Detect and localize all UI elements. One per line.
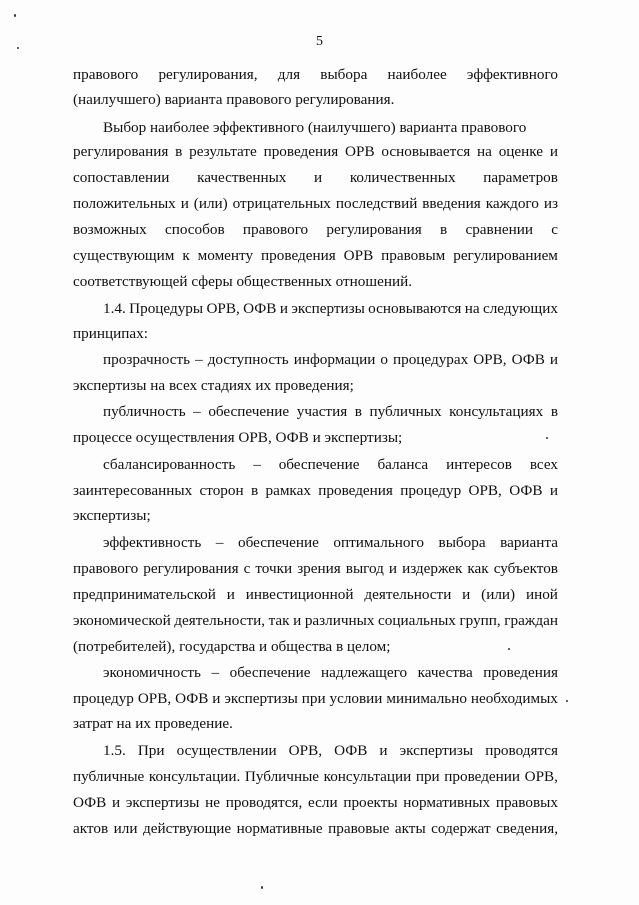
word: для [277, 66, 301, 83]
word: – [211, 664, 220, 681]
text-line [73, 65, 558, 84]
word: (или) [193, 195, 228, 212]
text-line [73, 689, 558, 708]
word: экспертизы [125, 794, 200, 811]
word: положительных [73, 195, 176, 212]
word: или [113, 820, 138, 837]
word: и [180, 195, 189, 212]
page-number: 5 [316, 34, 323, 49]
word: оценке [498, 143, 544, 160]
word: эффективность [103, 534, 202, 551]
word: и [279, 300, 288, 317]
text-line [73, 142, 558, 161]
scan-speck [508, 648, 510, 650]
text-line [73, 559, 558, 578]
word: из [543, 195, 558, 212]
word: проекты [343, 794, 398, 811]
word: наиболее [387, 66, 447, 83]
text-line: экспертизы; [73, 507, 151, 524]
word: в [250, 482, 259, 499]
word: в [440, 221, 448, 238]
word: деятельности, [174, 612, 266, 629]
word: моменту [197, 247, 254, 264]
word: ОРВ, [473, 351, 507, 368]
word: с [243, 560, 251, 577]
word: – [195, 351, 203, 368]
word: баланса [377, 456, 429, 473]
word: выгод [345, 560, 384, 577]
word: ОФВ [334, 742, 368, 759]
word: о [380, 351, 388, 368]
word: основываются [368, 300, 462, 317]
word: зрения [297, 560, 341, 577]
word: субъектов [493, 560, 558, 577]
word: экономической [73, 612, 171, 629]
text-line [103, 533, 558, 552]
word: и [226, 586, 235, 603]
word: правовых [495, 794, 558, 811]
word: процедурах [392, 351, 469, 368]
text-line [73, 220, 558, 239]
word: минимально [386, 690, 467, 707]
word: к [182, 247, 190, 264]
word: ОРВ, [524, 768, 558, 785]
word: ОРВ, [288, 742, 322, 759]
word: ОФВ [509, 482, 543, 499]
word: процедур [73, 690, 134, 707]
word: участия [296, 403, 348, 420]
word: интересов [446, 456, 512, 473]
word: регулирования [143, 560, 239, 577]
text-line [73, 194, 558, 213]
word: качества [417, 664, 473, 681]
word: регулирования, [158, 66, 258, 83]
word: существующим [73, 247, 175, 264]
text-line: принципах: [73, 325, 148, 342]
word: правового [73, 66, 139, 83]
word: каждого [485, 195, 539, 212]
word: условии [329, 690, 383, 707]
text-line [73, 246, 558, 265]
word: иной [525, 586, 558, 603]
word: – [215, 534, 224, 551]
word: основывается [381, 143, 471, 160]
word: проведения [261, 247, 336, 264]
text-line [103, 299, 558, 318]
word: ОРВ, [468, 482, 502, 499]
text-line [73, 611, 558, 630]
word: ОРВ, [206, 300, 240, 317]
text-line: Выбор наиболее эффективного (наилучшего) варианта правового [103, 119, 527, 136]
word: 1.4. [103, 300, 126, 317]
word: результате [189, 143, 257, 160]
word: в [175, 143, 183, 160]
text-line: (потребителей), государства и общества в целом; [73, 638, 391, 655]
word: правового [242, 221, 309, 238]
word: Публичные [244, 768, 320, 785]
text-line [73, 793, 558, 812]
word: обеспечение [238, 534, 319, 551]
word: и [549, 143, 558, 160]
word: обеспечение [278, 456, 360, 473]
text-line: затрат на их проведение. [73, 715, 233, 732]
word: на [464, 300, 480, 317]
text-line [103, 350, 558, 369]
word: экспертизы [224, 690, 298, 707]
word: проводятся, [225, 794, 303, 811]
word: ОФВ [511, 351, 545, 368]
word: обеспечение [229, 664, 311, 681]
text-line: соответствующей сферы общественных отношений. [73, 273, 412, 290]
scan-speck [261, 886, 263, 889]
word: не [205, 794, 220, 811]
text-line: (наилучшего) варианта правового регулирования. [73, 91, 395, 108]
word: отрицательных [232, 195, 331, 212]
word: граждан [504, 612, 558, 629]
word: 1.5. [103, 742, 126, 759]
word: (или) [481, 586, 516, 603]
word: ОРВ, [137, 690, 172, 707]
word: доступность [207, 351, 289, 368]
word: сопоставлении [73, 169, 170, 186]
word: актов [73, 820, 109, 837]
word: действующие [143, 820, 232, 837]
word: регулирования [73, 143, 169, 160]
word: при [301, 690, 326, 707]
word: надлежащего [321, 664, 408, 681]
word: проведения [483, 664, 558, 681]
word: различных [304, 612, 375, 629]
word: и [388, 560, 398, 577]
word: сбалансированность [103, 456, 236, 473]
text-line [103, 663, 558, 682]
word: варианта [500, 534, 558, 551]
text-line [103, 402, 558, 421]
word: публичные [73, 768, 145, 785]
word: как [467, 560, 489, 577]
word: последствий [335, 195, 418, 212]
word: возможных [73, 221, 147, 238]
text-line [73, 168, 558, 187]
word: обеспечение [208, 403, 290, 420]
word: инвестиционной [245, 586, 354, 603]
word: экспертизы [291, 300, 365, 317]
word: правовым [381, 247, 446, 264]
word: способов [164, 221, 225, 238]
word: ОФВ [175, 690, 209, 707]
word: информации [293, 351, 376, 368]
word: эффективного [466, 66, 558, 83]
word: и [549, 482, 558, 499]
word: правовые [328, 820, 390, 837]
word: и [379, 742, 388, 759]
word: консультациях [449, 403, 544, 420]
word: экспертизы [399, 742, 474, 759]
word: оптимального [333, 534, 424, 551]
word: и [212, 690, 221, 707]
word: всех [529, 456, 558, 473]
word: с [551, 221, 558, 238]
word: параметров [483, 169, 558, 186]
word: прозрачность [103, 351, 191, 368]
word: ОРВ [343, 247, 374, 264]
word: и [549, 351, 558, 368]
scan-speck [17, 47, 19, 49]
word: сравнении [465, 221, 533, 238]
word: проведении [444, 768, 521, 785]
word: и [314, 169, 323, 186]
text-line [73, 585, 558, 604]
word: на [477, 143, 492, 160]
text-line: экспертизы на всех стадиях их проведения; [73, 377, 354, 394]
word: если [308, 794, 338, 811]
text-line [103, 455, 558, 474]
word: сторон [199, 482, 244, 499]
word: деятельности [364, 586, 452, 603]
word: качественных [197, 169, 287, 186]
word: и [112, 794, 121, 811]
word: При [137, 742, 165, 759]
word: необходимых [470, 690, 558, 707]
word: социальных [377, 612, 456, 629]
word: проведения [263, 143, 339, 160]
word: точки [255, 560, 293, 577]
word: регулированием [453, 247, 558, 264]
text-line [103, 741, 558, 760]
word: правового [73, 560, 139, 577]
word: выбора [320, 66, 368, 83]
word: нормативных [403, 794, 491, 811]
word: введения [422, 195, 481, 212]
text-line [73, 819, 558, 838]
word: проведения [318, 482, 393, 499]
scan-speck [566, 700, 568, 702]
word: осуществлении [176, 742, 277, 759]
word: так [268, 612, 290, 629]
word: – [193, 403, 201, 420]
word: ОРВ [345, 143, 375, 160]
word: предпринимательской [73, 586, 216, 603]
word: следующих [482, 300, 558, 317]
word: ОФВ [243, 300, 277, 317]
word: рамках [265, 482, 311, 499]
scan-speck [14, 14, 16, 17]
word: и [462, 586, 471, 603]
word: Процедуры [129, 300, 204, 317]
word: содержат [431, 820, 491, 837]
text-line [73, 481, 558, 500]
word: нормативные [236, 820, 323, 837]
scan-speck [546, 437, 548, 439]
text-line: процессе осуществления ОРВ, ОФВ и экспертизы; [73, 429, 403, 446]
word: и [293, 612, 302, 629]
word: в [550, 403, 558, 420]
word: в [354, 403, 362, 420]
word: издержек [402, 560, 463, 577]
word: публичность [103, 403, 186, 420]
word: консультации. [148, 768, 241, 785]
word: при [415, 768, 440, 785]
word: публичных [369, 403, 442, 420]
word: – [253, 456, 261, 473]
word: проводятся [485, 742, 558, 759]
word: акты [394, 820, 426, 837]
word: заинтересованных [73, 482, 193, 499]
word: процедур [400, 482, 462, 499]
text-line [73, 767, 558, 786]
word: групп, [459, 612, 501, 629]
word: консультации [323, 768, 412, 785]
word: сведения, [496, 820, 558, 837]
word: регулирования [326, 221, 422, 238]
word: количественных [349, 169, 456, 186]
word: экономичность [103, 664, 201, 681]
word: выбора [438, 534, 486, 551]
word: ОФВ [73, 794, 107, 811]
